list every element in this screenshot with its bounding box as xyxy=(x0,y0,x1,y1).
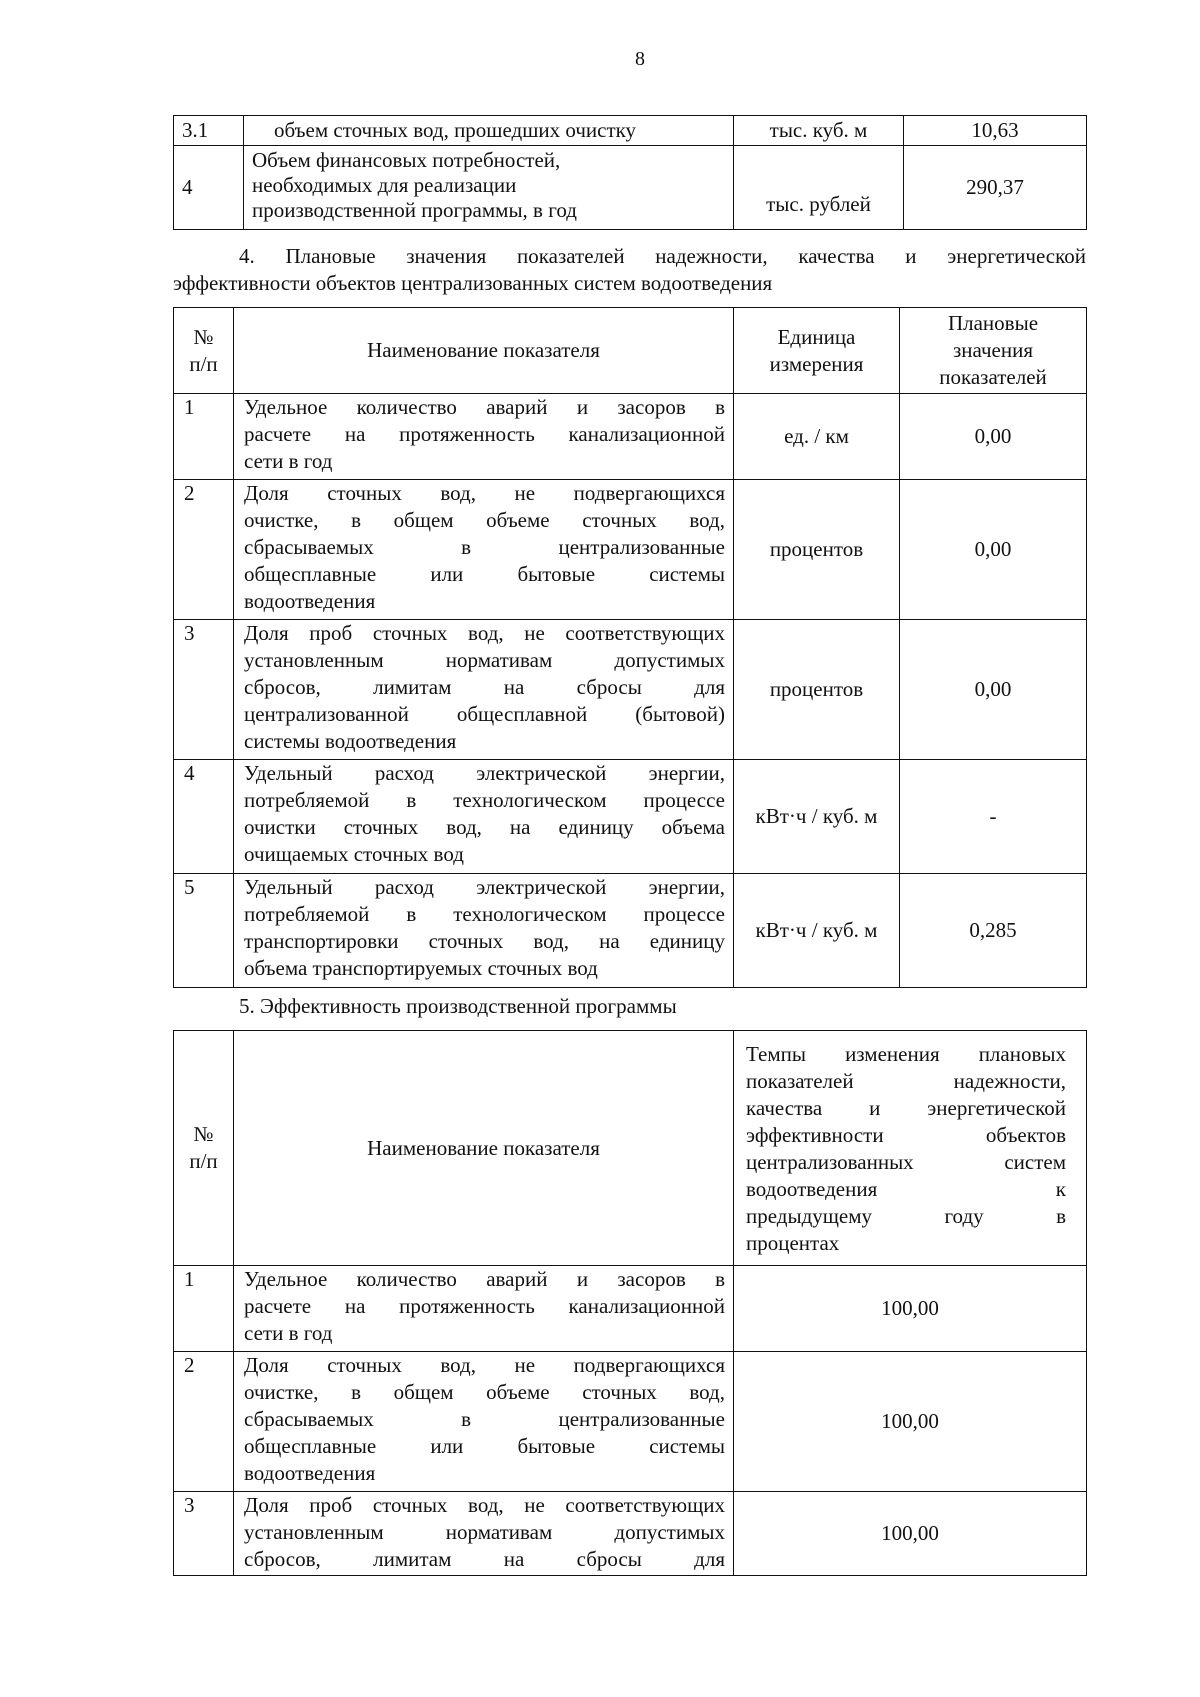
indicator-name-line: Удельное количество аварий и засоров в xyxy=(244,395,725,419)
header-value-line: предыдущему году в xyxy=(746,1204,1066,1228)
unit: кВт·ч / куб. м xyxy=(734,874,900,988)
indicator-name-line: очищаемых сточных вод xyxy=(244,842,464,866)
value: 0,00 xyxy=(900,480,1087,620)
indicator-name-line: объем сточных вод, прошедших очистку xyxy=(274,118,637,142)
indicator-name-line: очистке, в общем объеме сточных вод, xyxy=(244,508,725,532)
indicator-name-line: сети в год xyxy=(244,1321,333,1345)
header-value-line: водоотведения к xyxy=(746,1177,1066,1201)
indicator-name-line: водоотведения xyxy=(244,1461,376,1485)
table-row xyxy=(174,1266,1087,1352)
indicator-name-line: сети в год xyxy=(244,449,333,473)
value: 0,00 xyxy=(900,620,1087,760)
table-header-row xyxy=(174,308,1087,394)
indicator-name-line: Доля проб сточных вод, не соответствующих xyxy=(244,1493,725,1517)
section5-heading: 5. Эффективность производственной программы xyxy=(239,994,677,1018)
header-num-line: № xyxy=(193,1122,214,1146)
indicator-name-line: транспортировки сточных вод, на единицу xyxy=(244,929,725,953)
unit: тыс. куб. м xyxy=(734,116,904,146)
table-section5 xyxy=(173,1030,1087,1576)
table-row xyxy=(174,1492,1087,1576)
indicator-name-line: Удельное количество аварий и засоров в xyxy=(244,1267,725,1291)
header-value-line: эффективности объектов xyxy=(746,1123,1066,1147)
header-num-line: п/п xyxy=(189,351,218,376)
section4-heading-line1: 4. Плановые значения показателей надежности, качества и энергетической xyxy=(239,244,1086,268)
indicator-name-line: расчете на протяженность канализационной xyxy=(244,422,725,446)
unit: процентов xyxy=(734,620,900,760)
indicator-name-line: общесплавные или бытовые системы xyxy=(244,562,725,586)
row-number: 3.1 xyxy=(174,116,244,146)
indicator-name-line: установленным нормативам допустимых xyxy=(244,648,725,672)
table-section4 xyxy=(173,307,1087,988)
indicator-name-line: необходимых для реализации xyxy=(252,173,517,197)
indicator-name-line: Удельный расход электрической энергии, xyxy=(244,875,725,899)
row-number: 1 xyxy=(174,394,234,480)
header-unit-line: измерения xyxy=(769,351,864,376)
header-value-line: значения xyxy=(952,338,1034,362)
header-value-line: Темпы изменения плановых xyxy=(746,1042,1066,1066)
header-value-line: показателей надежности, xyxy=(746,1069,1066,1093)
header-value xyxy=(900,308,1087,394)
unit: кВт·ч / куб. м xyxy=(734,760,900,874)
row-number: 3 xyxy=(174,620,234,760)
row-number: 3 xyxy=(174,1492,234,1576)
header-num-line: п/п xyxy=(189,1149,218,1173)
value: 0,00 xyxy=(900,394,1087,480)
header-value-line: процентах xyxy=(746,1231,840,1255)
table-row xyxy=(174,760,1087,874)
indicator-name-line: сбросов, лимитам на сбросы для xyxy=(244,1547,725,1571)
indicator-name-line: расчете на протяженность канализационной xyxy=(244,1294,725,1318)
header-value xyxy=(734,1031,1087,1266)
header-num-line: № xyxy=(193,324,214,349)
row-number: 2 xyxy=(174,1352,234,1492)
header-value-line: качества и энергетической xyxy=(746,1096,1066,1120)
indicator-name xyxy=(234,760,734,874)
indicator-name xyxy=(234,480,734,620)
row-number: 5 xyxy=(174,874,234,988)
indicator-name xyxy=(234,394,734,480)
indicator-name xyxy=(234,620,734,760)
header-unit-line: Единица xyxy=(777,324,856,349)
header-value-line: показателей xyxy=(939,365,1047,389)
value: 100,00 xyxy=(734,1492,1087,1576)
unit: ед. / км xyxy=(734,394,900,480)
indicator-name xyxy=(234,1492,734,1576)
value: 100,00 xyxy=(734,1352,1087,1492)
indicator-name-line: потребляемой в технологическом процессе xyxy=(244,788,725,812)
indicator-name-line: очистки сточных вод, на единицу объема xyxy=(244,815,725,839)
unit: тыс. рублей xyxy=(734,146,904,230)
row-number: 1 xyxy=(174,1266,234,1352)
indicator-name-line: водоотведения xyxy=(244,589,376,613)
header-unit xyxy=(734,308,900,394)
table-row xyxy=(174,116,1087,146)
indicator-name-line: сбрасываемых в централизованные xyxy=(244,1407,725,1431)
table-row xyxy=(174,480,1087,620)
indicator-name-line: Объем финансовых потребностей, xyxy=(252,148,561,172)
value: 0,285 xyxy=(900,874,1087,988)
row-number: 2 xyxy=(174,480,234,620)
indicator-name-line: Доля проб сточных вод, не соответствующих xyxy=(244,621,725,645)
indicator-name-line: Удельный расход электрической энергии, xyxy=(244,761,725,785)
indicator-name-line: общесплавные или бытовые системы xyxy=(244,1434,725,1458)
header-num xyxy=(174,308,234,394)
indicator-name xyxy=(234,1266,734,1352)
header-name: Наименование показателя xyxy=(234,1031,734,1266)
indicator-name-line: сбросов, лимитам на сбросы для xyxy=(244,675,725,699)
value: 290,37 xyxy=(904,146,1087,230)
header-value-line: централизованных систем xyxy=(746,1150,1066,1174)
indicator-name-line: сбрасываемых в централизованные xyxy=(244,535,725,559)
indicator-name-line: очистке, в общем объеме сточных вод, xyxy=(244,1380,725,1404)
indicator-name-line: потребляемой в технологическом процессе xyxy=(244,902,725,926)
indicator-name-line: централизованной общесплавной (бытовой) xyxy=(244,702,725,726)
header-num xyxy=(174,1031,234,1266)
row-number: 4 xyxy=(174,760,234,874)
row-number: 4 xyxy=(174,146,244,230)
table-row xyxy=(174,620,1087,760)
indicator-name xyxy=(244,116,734,146)
value: 10,63 xyxy=(904,116,1087,146)
header-value-line: Плановые xyxy=(947,311,1039,335)
table-section3-continuation xyxy=(173,115,1087,230)
indicator-name-line: системы водоотведения xyxy=(244,729,457,753)
indicator-name-line: установленным нормативам допустимых xyxy=(244,1520,725,1544)
table-row xyxy=(174,874,1087,988)
value: 100,00 xyxy=(734,1266,1087,1352)
table-row xyxy=(174,1352,1087,1492)
indicator-name-line: Доля сточных вод, не подвергающихся xyxy=(244,1353,725,1377)
table-row xyxy=(174,394,1087,480)
indicator-name-line: объема транспортируемых сточных вод xyxy=(244,956,598,980)
indicator-name xyxy=(234,874,734,988)
indicator-name xyxy=(234,1352,734,1492)
table-header-row xyxy=(174,1031,1087,1266)
indicator-name xyxy=(244,146,734,230)
indicator-name-line: Доля сточных вод, не подвергающихся xyxy=(244,481,725,505)
page-number: 8 xyxy=(635,48,645,70)
unit: процентов xyxy=(734,480,900,620)
section4-heading-line2: эффективности объектов централизованных систем водоотведения xyxy=(173,271,773,295)
indicator-name-line: производственной программы, в год xyxy=(252,198,577,222)
table-row xyxy=(174,146,1087,230)
section4-heading xyxy=(173,243,1086,297)
value: - xyxy=(900,760,1087,874)
header-name: Наименование показателя xyxy=(234,308,734,394)
